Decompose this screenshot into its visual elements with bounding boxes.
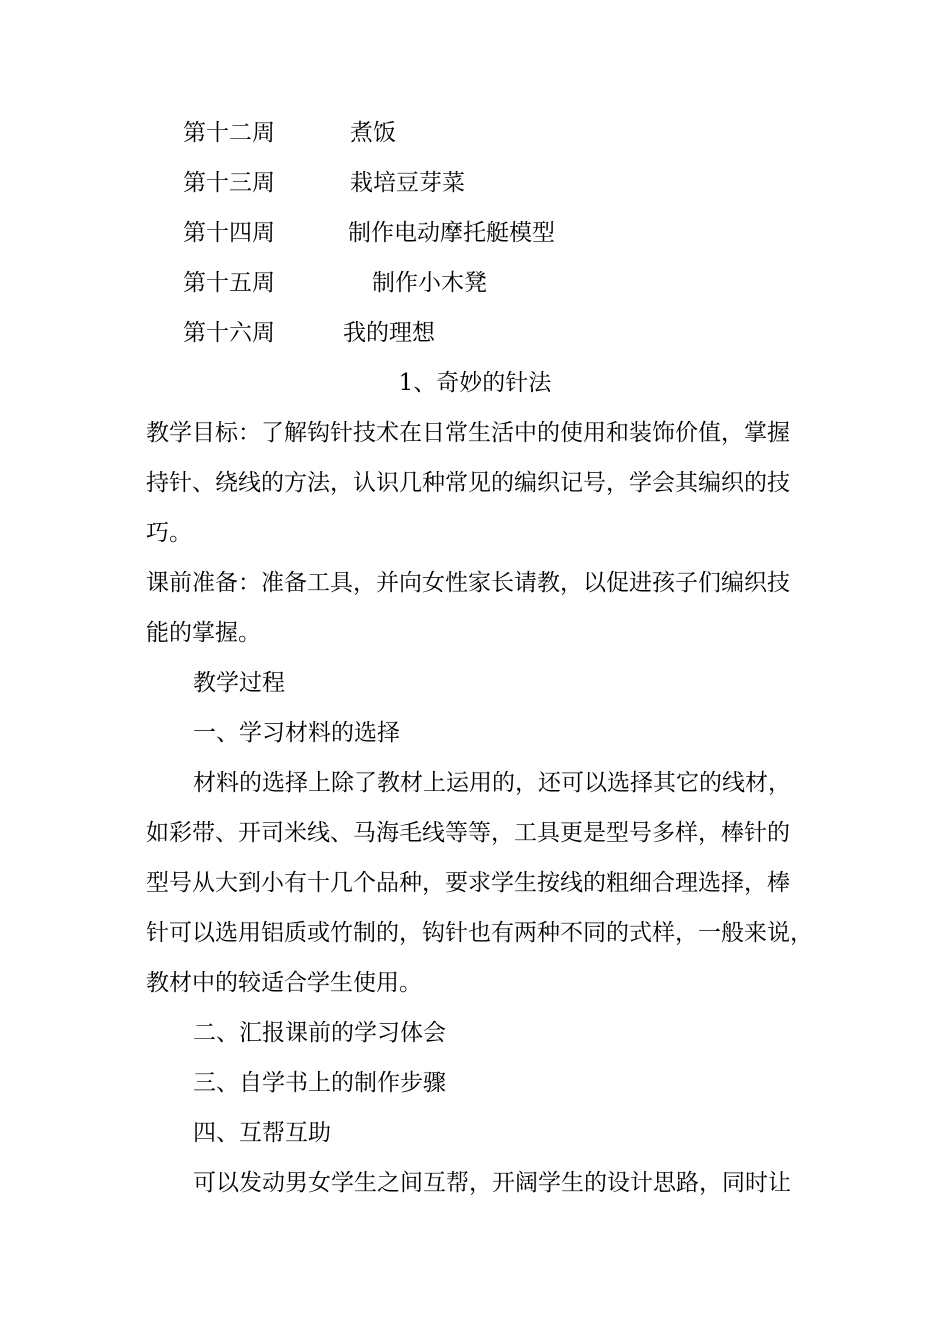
body-line: 可以发动男女学生之间互帮，开阔学生的设计思路，同时让	[193, 1170, 791, 1196]
objective-line: 巧。	[146, 520, 192, 546]
week-label: 第十六周	[183, 320, 275, 346]
section-heading: 三、自学书上的制作步骤	[193, 1070, 446, 1096]
week-topic: 煮饭	[350, 120, 396, 146]
process-heading: 教学过程	[193, 670, 285, 696]
week-label: 第十三周	[183, 170, 275, 196]
body-line: 型号从大到小有十几个品种，要求学生按线的粗细合理选择，棒	[146, 870, 790, 896]
section-heading: 四、互帮互助	[193, 1120, 331, 1146]
body-line: 材料的选择上除了教材上运用的，还可以选择其它的线材，	[193, 770, 791, 796]
week-label: 第十二周	[183, 120, 275, 146]
week-label: 第十五周	[183, 270, 275, 296]
lesson-title: 1、奇妙的针法	[398, 370, 552, 396]
objective-line: 持针、绕线的方法，认识几种常见的编织记号，学会其编织的技	[146, 470, 790, 496]
week-topic: 制作小木凳	[372, 270, 487, 296]
preparation-line: 能的掌握。	[146, 620, 261, 646]
week-topic: 栽培豆芽菜	[350, 170, 465, 196]
body-line: 教材中的较适合学生使用。	[146, 970, 422, 996]
body-line: 如彩带、开司米线、马海毛线等等，工具更是型号多样，棒针的	[146, 820, 790, 846]
section-heading: 一、学习材料的选择	[193, 720, 400, 746]
week-topic: 我的理想	[343, 320, 435, 346]
objective-line: 教学目标：了解钩针技术在日常生活中的使用和装饰价值，掌握	[146, 420, 790, 446]
preparation-line: 课前准备：准备工具，并向女性家长请教，以促进孩子们编织技	[146, 570, 790, 596]
week-topic: 制作电动摩托艇模型	[348, 220, 555, 246]
section-heading: 二、汇报课前的学习体会	[193, 1020, 446, 1046]
body-line: 针可以选用铝质或竹制的，钩针也有两种不同的式样，一般来说，	[146, 920, 813, 946]
week-label: 第十四周	[183, 220, 275, 246]
